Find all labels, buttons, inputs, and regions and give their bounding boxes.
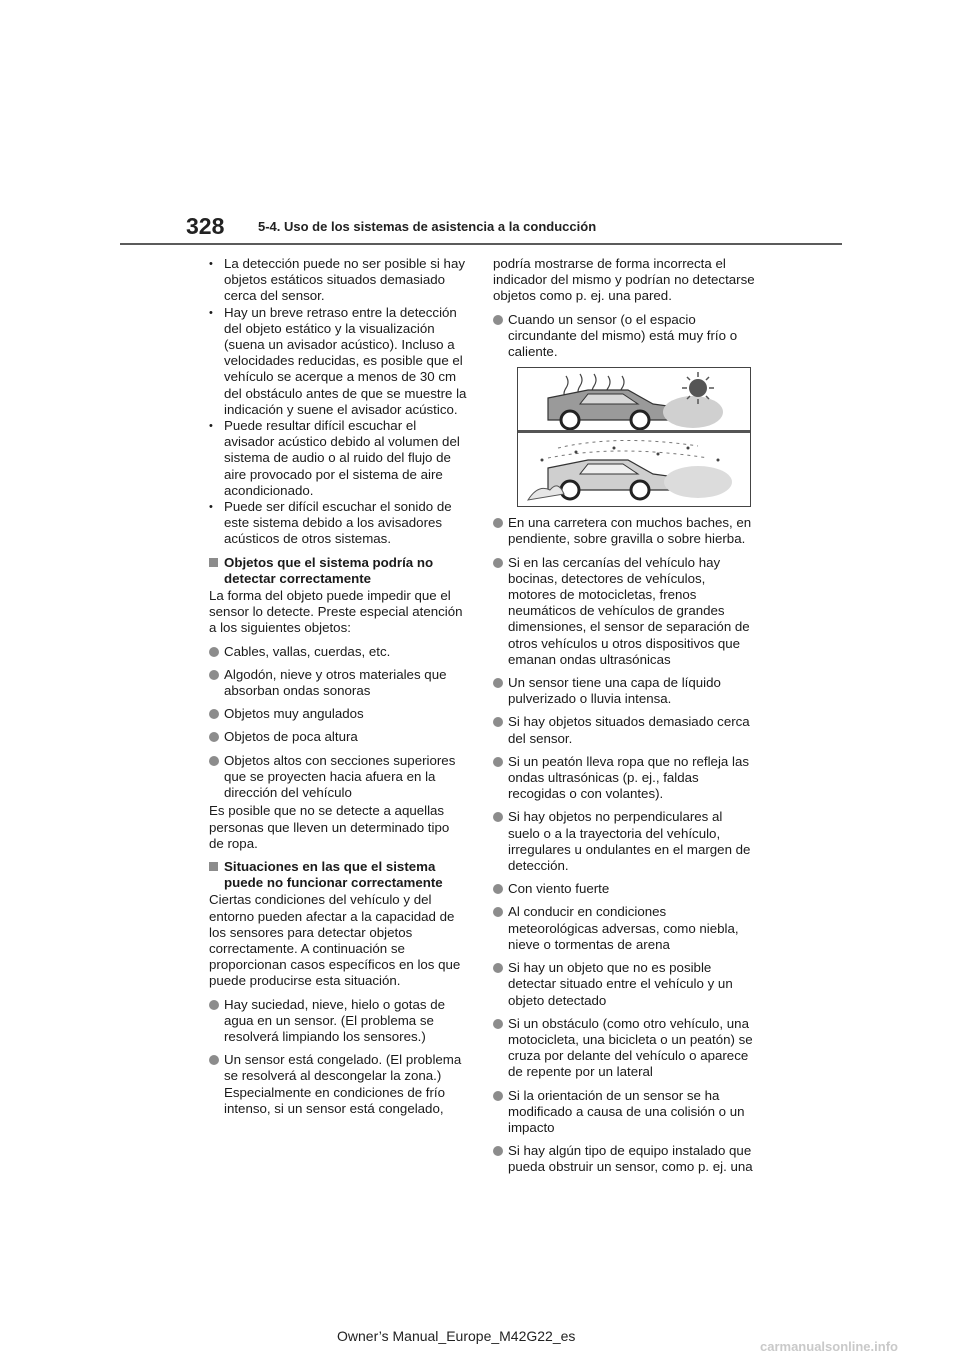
subheading-malfunction-situations: Situaciones en las que el sistema puede no funcionar correctamente [209,859,467,891]
list-item: Al conducir en condiciones meteorológicas adversas, como niebla, nieve o tormentas de arena [493,904,755,953]
list-item: Hay suciedad, nieve, hielo o gotas de agua en un sensor. (El problema se resolverá limpiando los sensores.) [209,997,467,1046]
paragraph: La forma del objeto puede impedir que el sensor lo detecte. Preste especial atención a los siguientes objetos: [209,588,463,636]
header-divider [120,243,842,245]
round-bullet-icon [493,717,503,727]
dash-item: • Hay un breve retraso entre la detección del objeto estático y la visualización (suena un avisador acústico). Incluso a velocidades reducidas, es posible que el vehículo se acerque a menos de 30 cm del obstáculo antes de que se muestre la indicación y suene el avisador acústico. [209,305,467,418]
right-column [493,256,755,1183]
list-item: Un sensor tiene una capa de líquido pulverizado o lluvia intensa. [493,675,755,707]
page-number: 328 [186,213,225,239]
list-item: Cuando un sensor (o el espacio circundante del mismo) está muy frío o caliente. [493,312,755,361]
round-bullet-icon [493,884,503,894]
paragraph-continuation: podría mostrarse de forma incorrecta el indicador del mismo y podrían no detectarse objetos como p. ej. una pared. [493,256,755,304]
round-bullet-icon [493,1146,503,1156]
dash-item: • Puede ser difícil escuchar el sonido de este sistema debido a los avisadores acústicos de otros sistemas. [209,499,467,548]
left-column [209,256,467,1124]
round-bullet-icon [493,1019,503,1029]
list-item: Si un peatón lleva ropa que no refleja las ondas ultrasónicas (p. ej., faldas recogidas o con volantes). [493,754,755,803]
list-item: Un sensor está congelado. (El problema se resolverá al descongelar la zona.) Especialmente en condiciones de frío intenso, si un sensor está congelado, [209,1052,467,1117]
watermark: carmanualsonline.info [760,1339,898,1354]
list-item: Cables, vallas, cuerdas, etc. [209,644,467,660]
car-illustration [518,368,750,506]
list-item: Objetos altos con secciones superiores que se proyecten hacia afuera en la dirección del vehículo [209,753,467,802]
round-bullet-icon [209,670,219,680]
list-item: Si hay un objeto que no es posible detectar situado entre el vehículo y un objeto detectado [493,960,755,1009]
list-item: Si hay objetos no perpendiculares al suelo o a la trayectoria del vehículo, irregulares u ondulantes en el margen de detección. [493,809,755,874]
dash-item: • La detección puede no ser posible si hay objetos estáticos situados demasiado cerca del sensor. [209,256,467,305]
square-bullet-icon [209,558,218,567]
list-item: Si hay algún tipo de equipo instalado que pueda obstruir un sensor, como p. ej. una [493,1143,755,1175]
section-title: 5-4. Uso de los sistemas de asistencia a la conducción [258,219,597,234]
subheading-undetectable-objects: Objetos que el sistema podría no detectar correctamente [209,555,467,587]
paragraph: Es posible que no se detecte a aquellas personas que lleven un determinado tipo de ropa. [209,803,450,851]
round-bullet-icon [209,647,219,657]
footer-text: Owner’s Manual_Europe_M42G22_es [337,1328,576,1344]
round-bullet-icon [493,518,503,528]
round-bullet-icon [493,558,503,568]
sensor-conditions-illustration [517,367,751,507]
list-item: Si hay objetos situados demasiado cerca del sensor. [493,714,755,746]
list-item: Algodón, nieve y otros materiales que absorban ondas sonoras [209,667,467,699]
round-bullet-icon [493,1091,503,1101]
round-bullet-icon [493,678,503,688]
round-bullet-icon [209,756,219,766]
page-header [0,0,960,250]
round-bullet-icon [209,1055,219,1065]
round-bullet-icon [493,907,503,917]
square-bullet-icon [209,862,218,871]
round-bullet-icon [209,709,219,719]
list-item: Objetos de poca altura [209,729,467,745]
list-item: Con viento fuerte [493,881,755,897]
round-bullet-icon [493,757,503,767]
paragraph: Ciertas condiciones del vehículo y del entorno pueden afectar a la capacidad de los sensores para detectar objetos correctamente. A continuación se proporcionan casos específicos en los que puede producirse esta situación. [209,892,461,989]
dash-item: • Puede resultar difícil escuchar el avisador acústico debido al volumen del sistema de audio o al ruido del flujo de aire provocado por el sistema de aire acondicionado. [209,418,467,499]
list-item: Si en las cercanías del vehículo hay bocinas, detectores de vehículos, motores de motocicletas, frenos neumáticos de vehículos de grandes dimensiones, el sensor de separación de otros vehículos u otros dispositivos que emanan ondas ultrasónicas [493,555,755,668]
round-bullet-icon [493,812,503,822]
round-bullet-icon [209,1000,219,1010]
round-bullet-icon [209,732,219,742]
list-item: Objetos muy angulados [209,706,467,722]
list-item: Si la orientación de un sensor se ha modificado a causa de una colisión o un impacto [493,1088,755,1137]
list-item: En una carretera con muchos baches, en pendiente, sobre gravilla o sobre hierba. [493,515,755,547]
list-item: Si un obstáculo (como otro vehículo, una motocicleta, una bicicleta o un peatón) se cruza por delante del vehículo o aparece de repente por un lateral [493,1016,755,1081]
round-bullet-icon [493,315,503,325]
round-bullet-icon [493,963,503,973]
